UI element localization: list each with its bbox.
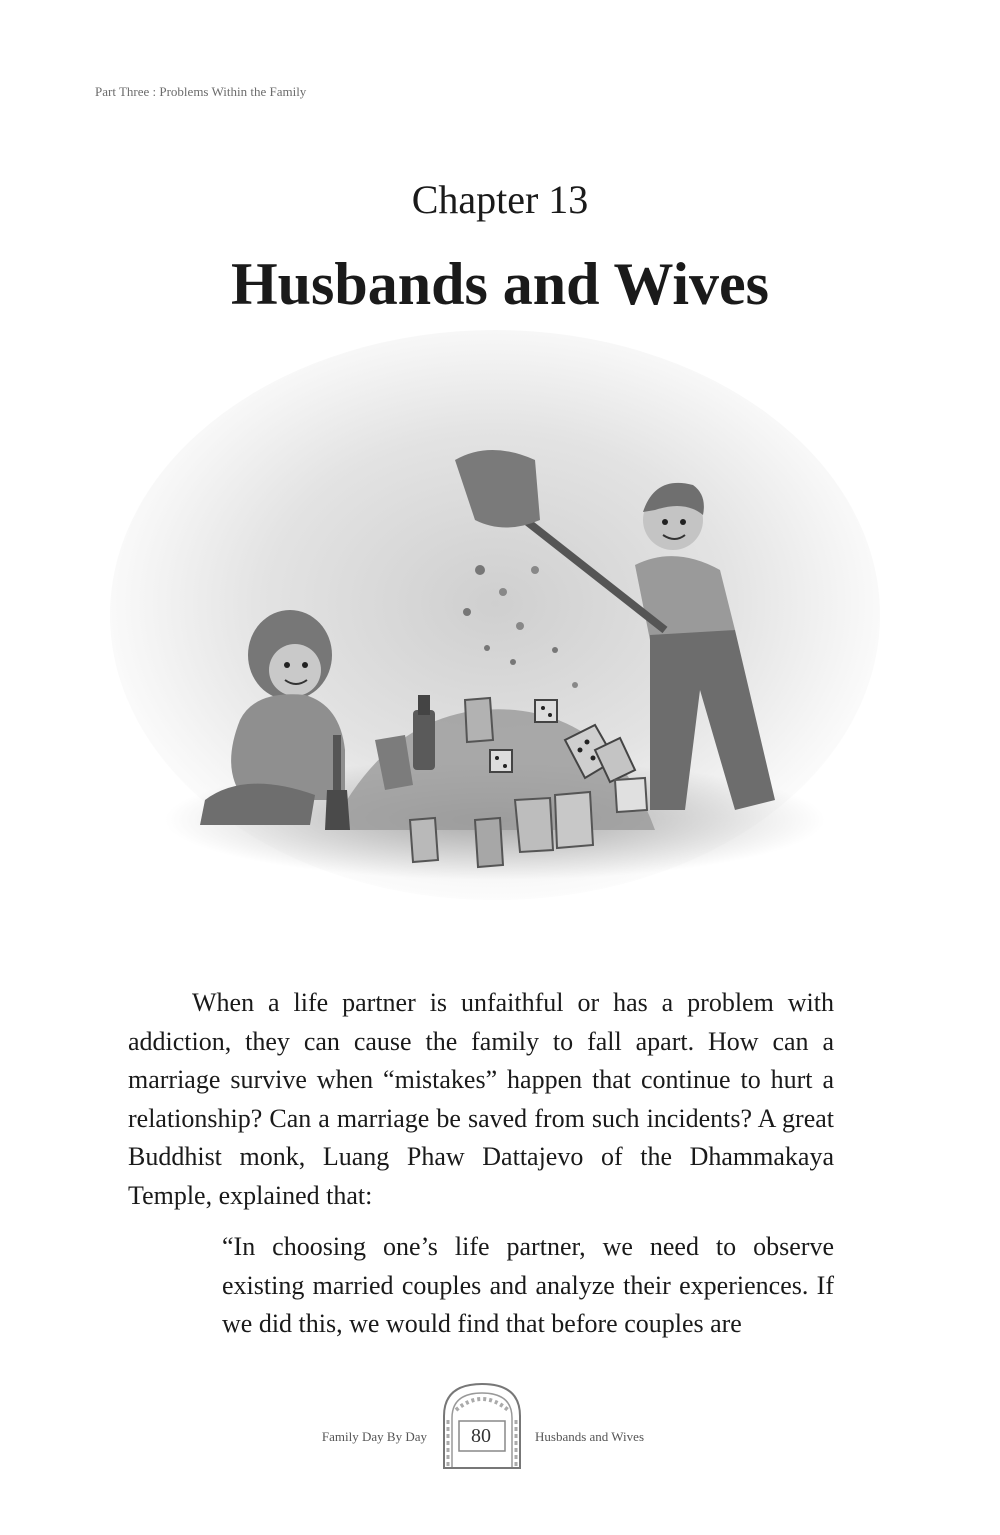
chapter-illustration <box>95 330 895 930</box>
page-number: 80 <box>471 1425 491 1447</box>
paragraph-text: When a life partner is unfaithful or has a problem with addiction, they can cause the family to fall apart. How can a marriage survive when “mistakes” happen that continue to hurt a relationship? Can a marriage be saved from such incidents? A great Buddhist monk, Luang Phaw Dattajevo of the Dhammakaya Temple, explained that: <box>128 988 834 1210</box>
illustration-icon <box>95 330 895 930</box>
footer-book-title: Family Day By Day <box>321 1429 427 1444</box>
body-paragraph <box>128 984 834 1215</box>
chapter-number: Chapter 13 <box>411 177 589 222</box>
page-footer <box>0 1380 1000 1470</box>
chapter-title: Husbands and Wives <box>230 251 770 317</box>
footer-chapter-title: Husbands and Wives <box>535 1429 645 1444</box>
running-header: Part Three : Problems Within the Family <box>95 84 307 99</box>
block-quote: “In choosing one’s life partner, we need to observe existing married couples and analyze their experiences. If we did this, we would find that before couples are <box>222 1232 834 1338</box>
